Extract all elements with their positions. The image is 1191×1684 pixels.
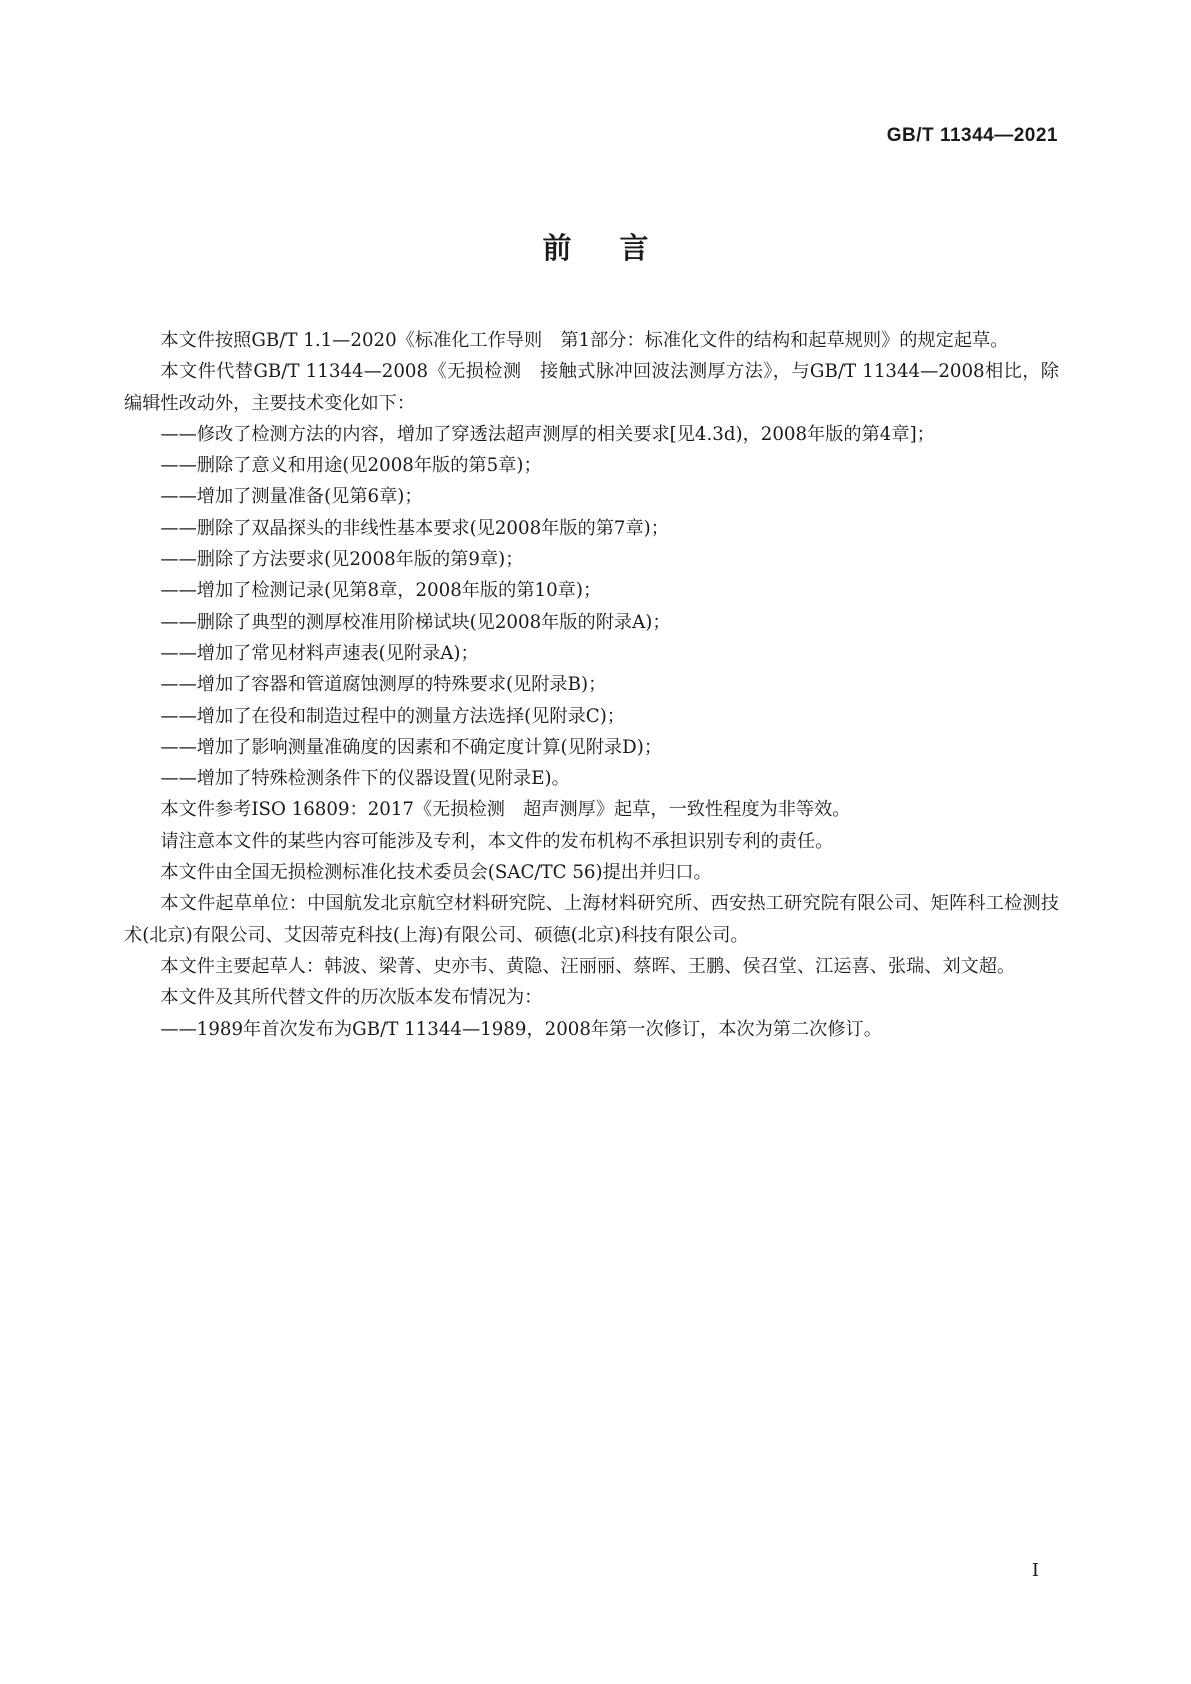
standard-code: GB/T 11344—2021 — [886, 125, 1058, 146]
paragraph-reference-iso: 本文件参考ISO 16809：2017《无损检测 超声测厚》起草，一致性程度为非等效。 — [160, 799, 851, 821]
paragraph-replacement: 本文件代替GB/T 11344—2008《无损检测 接触式脉冲回波法测厚方法》，与GB/T 11344—2008相比，除编辑性改动外，主要技术变化如下： — [124, 361, 1059, 414]
page-number: I — [1031, 1560, 1039, 1581]
change-item: ——增加了测量准备(见第6章)； — [160, 486, 423, 508]
paragraph-history-intro: 本文件及其所代替文件的历次版本发布情况为： — [160, 987, 543, 1009]
paragraph-drafting-units: 本文件起草单位：中国航发北京航空材料研究院、上海材料研究所、西安热工研究院有限公司、矩阵科工检测技术(北京)有限公司、艾因蒂克科技(上海)有限公司、硕德(北京)科技有限公司。 — [124, 893, 1059, 946]
change-item: ——增加了在役和制造过程中的测量方法选择(见附录C)； — [160, 705, 625, 727]
change-item: ——删除了双晶探头的非线性基本要求(见2008年版的第7章)； — [160, 517, 669, 539]
page-title: 前言 — [542, 231, 697, 265]
change-item: ——增加了影响测量准确度的因素和不确定度计算(见附录D)； — [160, 736, 663, 758]
paragraph-patent-notice: 请注意本文件的某些内容可能涉及专利，本文件的发布机构不承担识别专利的责任。 — [160, 830, 834, 852]
change-item: ——删除了方法要求(见2008年版的第9章)； — [160, 549, 524, 571]
paragraph-drafters: 本文件主要起草人：韩波、梁菁、史亦韦、黄隐、汪丽丽、蔡晖、王鹏、侯召堂、江运喜、张瑞、刘文超。 — [160, 955, 1016, 977]
change-item: ——增加了检测记录(见第8章，2008年版的第10章)； — [160, 580, 602, 602]
change-item: ——删除了意义和用途(见2008年版的第5章)； — [160, 455, 542, 477]
change-item: ——修改了检测方法的内容，增加了穿透法超声测厚的相关要求[见4.3d)，2008年版的第4章]； — [160, 423, 935, 445]
change-item: ——删除了典型的测厚校准用阶梯试块(见2008年版的附录A)； — [160, 611, 671, 633]
change-item: ——增加了常见材料声速表(见附录A)； — [160, 642, 479, 664]
paragraph-drafting-rules: 本文件按照GB/T 1.1—2020《标准化工作导则 第1部分：标准化文件的结构和起草规则》的规定起草。 — [160, 330, 1009, 351]
change-item: ——增加了容器和管道腐蚀测厚的特殊要求(见附录B)； — [160, 674, 607, 696]
change-item: ——增加了特殊检测条件下的仪器设置(见附录E)。 — [160, 768, 570, 790]
history-item: ——1989年首次发布为GB/T 11344—1989，2008年第一次修订，本次为第二次修订。 — [160, 1018, 882, 1040]
paragraph-committee: 本文件由全国无损检测标准化技术委员会(SAC/TC 56)提出并归口。 — [160, 862, 712, 884]
foreword-body — [124, 325, 1059, 1045]
